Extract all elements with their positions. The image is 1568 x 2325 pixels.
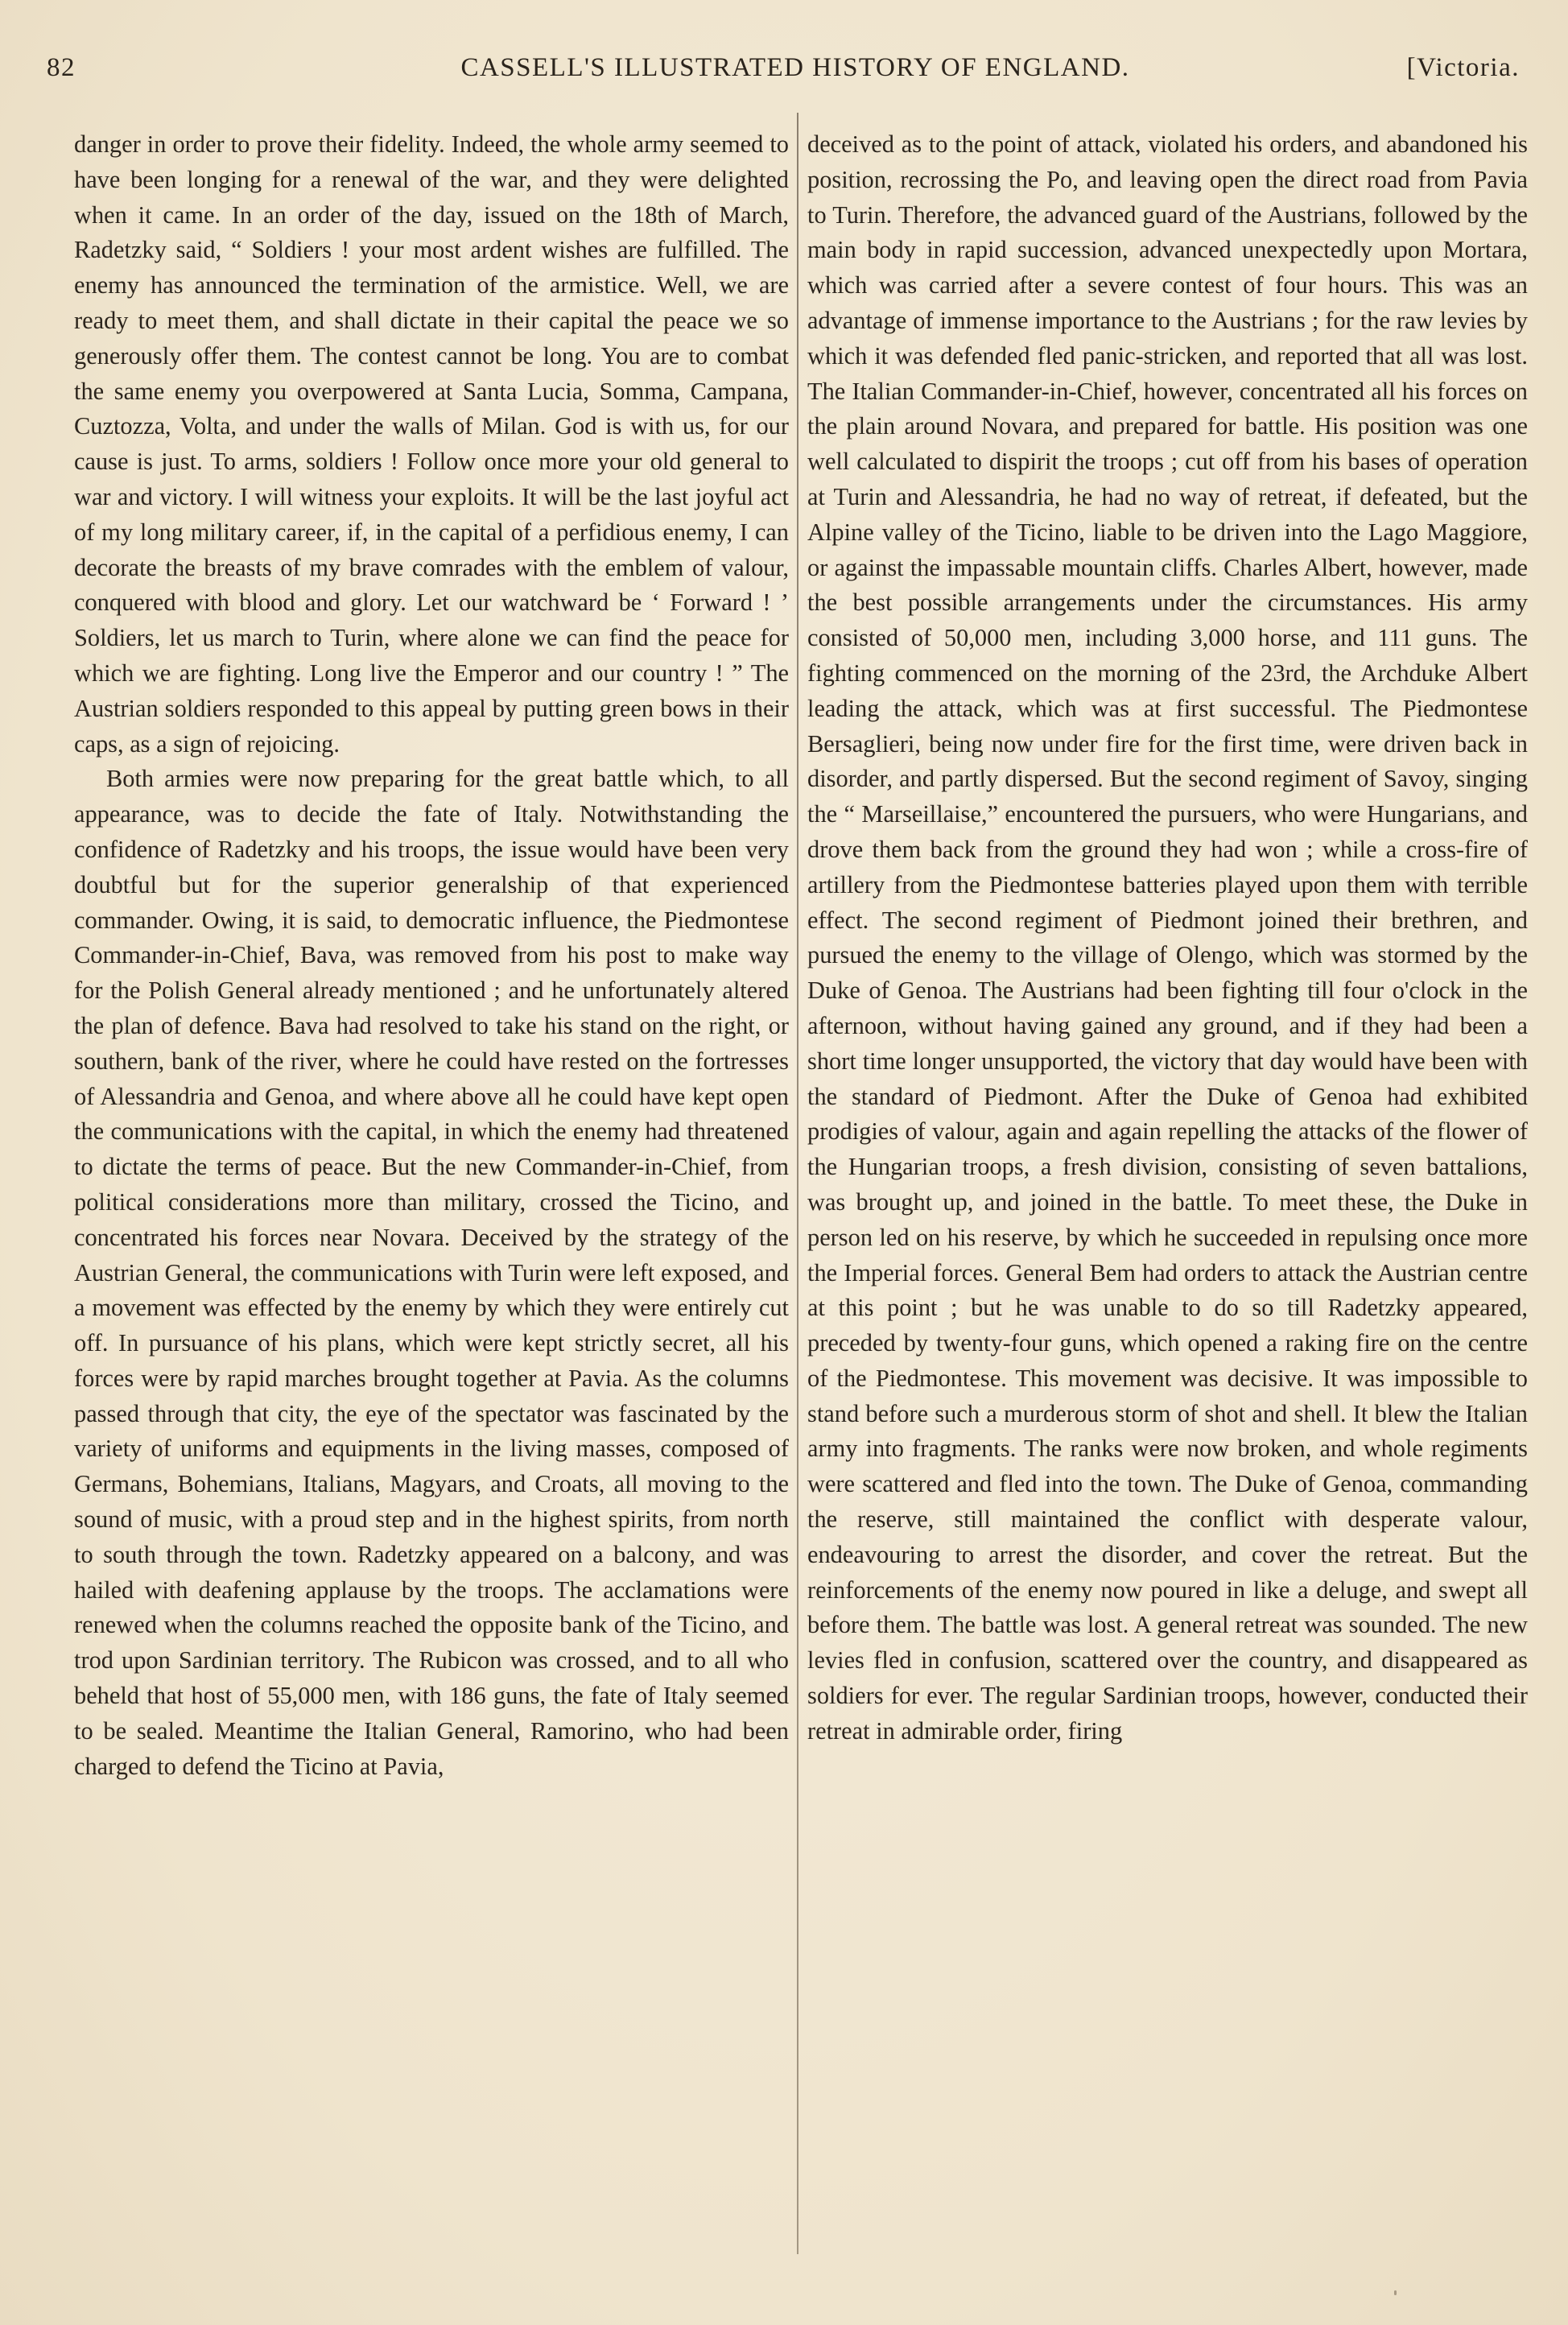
running-head <box>47 47 1520 95</box>
running-title: CASSELL'S ILLUSTRATED HISTORY OF ENGLAND. <box>460 53 1130 82</box>
left-paragraph-1: danger in order to prove their fidelity. Indeed, the whole army seemed to have been longing for a renewal of the war, and they were delighted when it came. In an order of the day, issued on the 18th of March, Radetzky said, “ Soldiers ! your most ardent wishes are fulfilled. The enemy has announced the termination of the armistice. Well, we are ready to meet them, and shall dictate in their capital the peace we so generously offer them. The contest cannot be long. You are to combat the same enemy you overpowered at Santa Lucia, Somma, Campana, Cuztozza, Volta, and under the walls of Milan. God is with us, for our cause is just. To arms, soldiers ! Follow once more your old general to war and victory. I will witness your exploits. It will be the last joyful act of my long military career, if, in the capital of a perfidious enemy, I can decorate the breasts of my brave comrades with the emblem of valour, conquered with blood and glory. Let our watchward be ‘ Forward ! ’ Soldiers, let us march to Turin, where alone we can find the peace for which we are fighting. Long live the Emperor and our country ! ” The Austrian soldiers responded to this appeal by putting green bows in their caps, as a sign of rejoicing. <box>74 130 789 758</box>
left-paragraph-2: Both armies were now preparing for the great battle which, to all appearance, was to decide the fate of Italy. Notwithstanding the confidence of Radetzky and his troops, the issue would have been very doubtful but for the superior generalship of that experienced commander. Owing, it is said, to democratic influence, the Piedmontese Commander-in-Chief, Bava, was removed from his post to make way for the Polish General already mentioned ; and he unfortunately altered the plan of defence. Bava had resolved to take his stand on the right, or southern, bank of the river, where he could have rested on the fortresses of Alessandria and Genoa, and where above all he could have kept open the communications with the capital, in which the enemy had threatened to dictate the terms of peace. But the new Commander-in-Chief, from political considerations more than military, crossed the Ticino, and concentrated his forces near Novara. Deceived by the strategy of the Austrian General, the communications with Turin were left exposed, and a movement was effected by the enemy by which they were entirely cut off. In pursuance of his plans, which were kept strictly secret, all his forces were by rapid marches brought together at Pavia. As the columns passed through that city, the eye of the spectator was fascinated by the variety of uniforms and equipments in the living masses, composed of Germans, Bohemians, Italians, Magyars, and Croats, all moving to the sound of music, with a proud step and in the highest spirits, from north to south through the town. Radetzky appeared on a balcony, and was hailed with deafening applause by the troops. The acclamations were renewed when the columns reached the opposite bank of the Ticino, and trod upon Sardinian territory. The Rubicon was crossed, and to all who beheld that host of 55,000 men, with 186 guns, the fate of Italy seemed to be sealed. Meantime the Italian General, Ramorino, who had been charged to defend the Ticino at Pavia, <box>74 765 789 1780</box>
right-column <box>807 127 1528 2293</box>
section-label: [Victoria. <box>1406 53 1520 82</box>
column-divider <box>797 113 798 2254</box>
page-number: 82 <box>47 53 76 82</box>
paper-speck <box>1394 2290 1397 2295</box>
right-paragraph-1: deceived as to the point of attack, violated his orders, and abandoned his position, recrossing the Po, and leaving open the direct road from Pavia to Turin. Therefore, the advanced guard of the Austrians, followed by the main body in rapid succession, advanced unexpectedly upon Mortara, which was carried after a severe contest of four hours. This was an advantage of immense importance to the Austrians ; for the raw levies by which it was defended fled panic-stricken, and reported that all was lost. The Italian Commander-in-Chief, however, concentrated all his forces on the plain around Novara, and prepared for battle. His position was one well calculated to dispirit the troops ; cut off from his bases of operation at Turin and Alessandria, he had no way of retreat, if defeated, but the Alpine valley of the Ticino, liable to be driven into the Lago Maggiore, or against the impassable mountain cliffs. Charles Albert, however, made the best possible arrangements under the circumstances. His army consisted of 50,000 men, including 3,000 horse, and 111 guns. The fighting commenced on the morning of the 23rd, the Archduke Albert leading the attack, which was at first successful. The Piedmontese Bersaglieri, being now under fire for the first time, were driven back in disorder, and partly dispersed. But the second regiment of Savoy, singing the “ Marseillaise,” encountered the pursuers, who were Hungarians, and drove them back from the ground they had won ; while a cross-fire of artillery from the Piedmontese batteries played upon them with terrible effect. The second regiment of Piedmont joined their brethren, and pursued the enemy to the village of Olengo, which was stormed by the Duke of Genoa. The Austrians had been fighting till four o'clock in the afternoon, without having gained any ground, and if they had been a short time longer unsupported, the victory that day would have been with the standard of Piedmont. After the Duke of Genoa had exhibited prodigies of valour, again and again repelling the attacks of the flower of the Hungarian troops, a fresh division, consisting of seven battalions, was brought up, and joined in the battle. To meet these, the Duke in person led on his reserve, by which he succeeded in repulsing once more the Imperial forces. General Bem had orders to attack the Austrian centre at this point ; but he was unable to do so till Radetzky appeared, preceded by twenty-four guns, which opened a raking fire on the centre of the Piedmontese. This movement was decisive. It was impossible to stand before such a murderous storm of shot and shell. It blew the Italian army into fragments. The ranks were now broken, and whole regiments were scattered and fled into the town. The Duke of Genoa, commanding the reserve, still maintained the conflict with desperate valour, endeavouring to arrest the disorder, and cover the retreat. But the reinforcements of the enemy now poured in like a deluge, and swept all before them. The battle was lost. A general retreat was sounded. The new levies fled in confusion, scattered over the country, and disappeared as soldiers for ever. The regular Sardinian troops, however, conducted their retreat in admirable order, firing <box>807 130 1528 1745</box>
left-column <box>74 127 789 2293</box>
